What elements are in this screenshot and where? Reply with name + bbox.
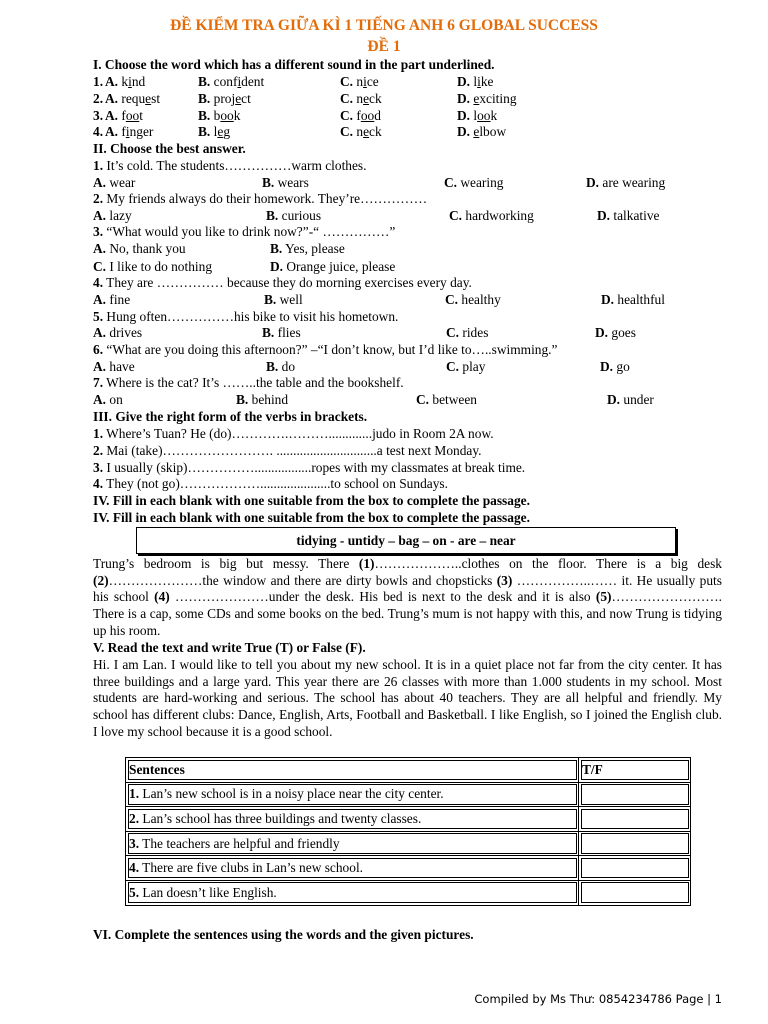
option-b (198, 108, 240, 124)
option-a (105, 108, 143, 124)
word-part: l (473, 107, 478, 123)
answer-letter: A. (93, 325, 107, 340)
answer-letter: A. (93, 175, 107, 190)
answer-text: wearing (457, 175, 504, 190)
section6-heading: VI. Complete the sentences using the words and the given pictures. (93, 927, 474, 942)
word-part: xciting (479, 90, 517, 106)
answer-letter: B. (266, 359, 279, 374)
option-letter: C. (340, 74, 357, 89)
question-text: They are …………… because they do morning exercises every day. (103, 275, 472, 290)
answer-letter: D. (600, 359, 614, 374)
exam-title: ĐỀ KIỂM TRA GIỮA KÌ 1 TIẾNG ANH 6 GLOBAL SUCCESS (170, 17, 598, 34)
word-part: nger (129, 124, 154, 140)
sentence-cell (126, 880, 579, 905)
answer-letter: A. (93, 392, 107, 407)
word-part: b (213, 107, 221, 123)
answer-d (597, 208, 659, 224)
word-part: t (139, 107, 143, 123)
option-letter: B. (198, 107, 214, 123)
tf-answer-cell[interactable] (579, 831, 691, 856)
table-row (126, 880, 691, 905)
answer-b (266, 359, 295, 375)
answer-b (262, 325, 301, 341)
sentence-cell (126, 831, 579, 856)
passage-text: ………………..clothes on the floor. There is a big desk (374, 556, 722, 571)
answer-b (266, 208, 321, 224)
question-q1 (93, 158, 367, 174)
option-number: 2. (93, 90, 104, 106)
exam-subtitle: ĐỀ 1 (367, 38, 401, 55)
word-part: ce (366, 74, 379, 89)
answer-text: drives (106, 325, 143, 340)
option-letter: A. (105, 90, 122, 106)
word-part: lbow (479, 124, 507, 140)
option-letter: A. (105, 124, 122, 140)
question-text: They (not go)……………….....................to school on Sundays. (103, 476, 448, 492)
word-part: dent (241, 74, 265, 89)
question-text: Hung often……………his bike to visit his hometown. (103, 309, 399, 324)
answer-d (601, 292, 665, 308)
option-b (198, 124, 230, 140)
option-d (457, 91, 517, 107)
answer-text: go (613, 359, 630, 374)
answer-text: on (106, 392, 123, 407)
question-number: 1. (93, 158, 104, 173)
option-letter: A. (105, 74, 122, 89)
underlined-sound: e (145, 90, 152, 106)
answer-a (93, 208, 132, 224)
answer-a (93, 241, 186, 257)
answer-letter: B. (270, 241, 283, 256)
word-part: proj (213, 90, 236, 106)
answer-letter: A. (93, 241, 107, 256)
answer-d (607, 392, 654, 408)
table-header-row (126, 758, 691, 783)
question-text: It’s cold. The students……………warm clothes. (103, 158, 367, 173)
answer-letter: A. (93, 208, 107, 223)
answer-text: flies (274, 325, 301, 340)
question-text: “What are you doing this afternoon?” –“I don’t know, but I’d like to…..swimming.” (103, 342, 558, 357)
question-number: 2. (93, 442, 104, 458)
sentence-number: 2. (129, 810, 140, 826)
word-part: f (121, 107, 126, 123)
answer-text: do (278, 359, 296, 374)
word-part: n (356, 90, 364, 106)
passage-text: …………………the window and there are dirty bowls and chopsticks (108, 572, 497, 588)
underlined-sound: oo (220, 107, 234, 123)
answer-text: behind (248, 392, 289, 407)
answer-letter: D. (270, 259, 284, 274)
underlined-sound: i (477, 74, 481, 89)
word-part: n (356, 124, 364, 140)
answer-text: between (429, 392, 477, 407)
verb-question (93, 443, 482, 459)
word-part: st (151, 90, 161, 106)
option-b (198, 74, 264, 90)
word-part: f (121, 124, 126, 140)
answer-c (445, 292, 501, 308)
question-q2 (93, 191, 427, 207)
answer-letter: B. (236, 392, 249, 407)
word-box: tidying - untidy – bag – on - are – near (136, 527, 676, 554)
question-number: 2. (93, 191, 104, 206)
answer-b (270, 241, 345, 257)
table-row (126, 807, 691, 832)
question-number: 4. (93, 476, 104, 492)
question-number: 4. (93, 275, 104, 290)
option-letter: D. (457, 90, 474, 106)
answer-text: Orange juice, please (283, 259, 396, 274)
underlined-sound: i (125, 124, 130, 140)
answer-text: healthful (614, 292, 665, 307)
question-number: 6. (93, 342, 104, 357)
answer-letter: B. (266, 208, 279, 223)
answer-letter: A. (93, 292, 107, 307)
answer-d (270, 259, 395, 275)
answer-text: hardworking (462, 208, 534, 223)
passage-text: …………………under the desk. His bed is next to the desk and it is also (169, 589, 596, 605)
word-part: l (213, 124, 218, 140)
word-part: ke (480, 74, 494, 89)
underlined-sound: i (237, 74, 242, 89)
option-c (340, 108, 381, 124)
sentence-text: The teachers are helpful and friendly (139, 835, 340, 851)
answer-letter: B. (262, 325, 275, 340)
tf-answer-cell[interactable] (579, 856, 691, 881)
sentence-cell (126, 856, 579, 881)
option-letter: B. (198, 90, 214, 106)
word-part: ct (241, 90, 251, 106)
section1-heading: I. Choose the word which has a different sound in the part underlined. (93, 57, 495, 72)
blank-number: (4) (154, 589, 170, 605)
answer-text: are wearing (599, 175, 666, 190)
answer-c (444, 175, 504, 191)
header-tf: T/F (579, 758, 691, 783)
option-number: 1. (93, 74, 104, 89)
word-part: k (490, 107, 498, 123)
answer-letter: D. (597, 208, 611, 223)
option-letter: D. (457, 124, 474, 140)
question-text: Mai (take)……………………. ..............................a test next Monday. (103, 442, 482, 458)
word-part: g (223, 124, 231, 140)
verb-question (93, 476, 448, 492)
option-a (105, 91, 160, 107)
answer-c (446, 325, 488, 341)
section5-passage: Hi. I am Lan. I would like to tell you about my new school. It is in a quiet place not far from the city center. It has three buildings and a large yard. This year there are 26 classes with more than 1.000 students in my school. Most students are hard-working and serious. The school has about 40 teachers. They are all helpful and friendly. My school has different clubs: Dance, English, Arts, Football and Basketball. I like English, so I joined the English club. I love my school because it is a good school. (93, 657, 722, 739)
question-number: 5. (93, 309, 104, 324)
answer-text: have (106, 359, 135, 374)
answer-text: wears (274, 175, 309, 190)
answer-text: goes (608, 325, 636, 340)
question-q4 (93, 275, 472, 291)
passage-text: ……………………. There is a cap, some CDs and some books on the bed. Trung’s mum is not happy with this, and now Trung is tidying up his room. (93, 589, 722, 638)
answer-d (586, 175, 665, 191)
option-c (340, 74, 379, 90)
table-row (126, 782, 691, 807)
option-letter: A. (105, 107, 122, 123)
option-d (457, 108, 497, 124)
word-part: k (233, 107, 241, 123)
word-part: n (356, 74, 364, 89)
option-letter: B. (198, 124, 214, 140)
underlined-sound: i (128, 74, 132, 89)
question-number: 1. (93, 426, 104, 441)
answer-a (93, 359, 135, 375)
answer-b (264, 292, 303, 308)
sentence-text: Lan’s school has three buildings and twenty classes. (139, 810, 422, 826)
answer-text: I like to do nothing (106, 259, 213, 274)
option-number: 3. (93, 107, 104, 123)
option-letter: D. (457, 107, 474, 123)
sentence-number: 5. (129, 884, 140, 900)
answer-letter: C. (93, 259, 107, 274)
answer-a (93, 175, 135, 191)
answer-text: No, thank you (106, 241, 186, 256)
sentence-cell (126, 782, 579, 807)
sentence-text: Lan doesn’t like English. (139, 884, 277, 900)
question-q5 (93, 309, 398, 325)
answer-text: rides (459, 325, 489, 340)
word-part: k (121, 74, 129, 89)
underlined-sound: e (473, 124, 480, 140)
option-letter: C. (340, 124, 357, 140)
answer-letter: B. (262, 175, 275, 190)
underlined-sound: e (217, 124, 224, 140)
answer-text: wear (106, 175, 136, 190)
blank-number: (5) (595, 589, 612, 605)
sentence-cell (126, 807, 579, 832)
answer-text: healthy (458, 292, 501, 307)
answer-c (449, 208, 534, 224)
answer-c (416, 392, 477, 408)
blank-number: (1) (358, 556, 375, 571)
tf-answer-cell[interactable] (579, 782, 691, 807)
question-q7 (93, 375, 404, 391)
word-part: ck (369, 90, 382, 106)
sentence-text: There are five clubs in Lan’s new school. (139, 860, 364, 876)
option-a (105, 124, 153, 140)
word-part: f (356, 107, 361, 123)
answer-text: Yes, please (282, 241, 345, 256)
answer-letter: A. (93, 359, 107, 374)
option-letter: C. (340, 107, 357, 123)
answer-letter: D. (601, 292, 615, 307)
sentence-number: 4. (129, 860, 140, 876)
option-d (457, 124, 506, 140)
underlined-sound: e (473, 90, 480, 106)
option-c (340, 124, 382, 140)
answer-letter: C. (445, 292, 459, 307)
word-part: nd (131, 74, 146, 89)
answer-c (446, 359, 485, 375)
option-letter: B. (198, 74, 214, 89)
answer-letter: C. (446, 359, 460, 374)
answer-a (93, 292, 130, 308)
question-number: 7. (93, 375, 104, 390)
option-a (105, 74, 145, 90)
option-letter: D. (457, 74, 474, 89)
answer-letter: D. (595, 325, 609, 340)
underlined-sound: oo (360, 107, 375, 123)
table-row (126, 831, 691, 856)
option-b (198, 91, 251, 107)
answer-text: under (620, 392, 654, 407)
section4-heading: IV. Fill in each blank with one suitable from the box to complete the passage. (93, 493, 530, 508)
option-number: 4. (93, 124, 104, 140)
underlined-sound: e (363, 90, 370, 106)
blank-number: (3) (496, 572, 513, 588)
answer-c (93, 259, 212, 275)
answer-letter: C. (446, 325, 460, 340)
section5-heading: V. Read the text and write True (T) or False (F). (93, 640, 366, 655)
word-part: requ (121, 90, 146, 106)
answer-letter: D. (607, 392, 621, 407)
question-q6 (93, 342, 557, 358)
answer-text: talkative (610, 208, 660, 223)
sentence-number: 3. (129, 835, 140, 851)
word-part: ck (369, 124, 382, 140)
section2-heading: II. Choose the best answer. (93, 141, 246, 156)
underlined-sound: i (363, 74, 367, 89)
question-text: Where is the cat? It’s ……..the table and the bookshelf. (103, 375, 404, 390)
answer-letter: D. (586, 175, 600, 190)
answer-letter: C. (444, 175, 458, 190)
answer-text: fine (106, 292, 131, 307)
table-row (126, 856, 691, 881)
section4-heading-repeat: IV. Fill in each blank with one suitable from the box to complete the passage. (93, 510, 530, 525)
word-part: d (374, 107, 381, 123)
answer-letter: C. (449, 208, 463, 223)
underlined-sound: e (363, 124, 370, 140)
question-number: 3. (93, 224, 104, 239)
section3-heading: III. Give the right form of the verbs in brackets. (93, 409, 368, 424)
option-d (457, 74, 493, 90)
blank-number: (2) (93, 572, 109, 588)
section4-passage (93, 556, 722, 640)
question-text: I usually (skip)…………….................ropes with my classmates at break time. (103, 459, 526, 475)
answer-letter: C. (416, 392, 430, 407)
answer-text: lazy (106, 208, 132, 223)
option-c (340, 91, 382, 107)
sentence-number: 1. (129, 786, 140, 802)
answer-b (262, 175, 309, 191)
word-part: conf (213, 74, 238, 89)
true-false-table (125, 757, 691, 906)
underlined-sound: oo (477, 107, 491, 123)
answer-d (600, 359, 630, 375)
word-part: l (473, 74, 478, 89)
answer-a (93, 392, 123, 408)
verb-question (93, 426, 494, 442)
option-letter: C. (340, 90, 357, 106)
question-q3 (93, 224, 395, 240)
answer-text: play (459, 359, 486, 374)
sentence-text: Lan’s new school is in a noisy place near the city center. (139, 786, 444, 802)
underlined-sound: oo (125, 107, 140, 123)
tf-answer-cell[interactable] (579, 807, 691, 832)
answer-letter: B. (264, 292, 277, 307)
answer-text: curious (278, 208, 322, 223)
page-footer: Compiled by Ms Thư: 0854234786 Page | 1 (474, 992, 722, 1006)
question-text: Where’s Tuan? He (do)………….……….............judo in Room 2A now. (103, 426, 494, 441)
answer-a (93, 325, 142, 341)
answer-b (236, 392, 288, 408)
verb-question (93, 460, 525, 476)
question-text: “What would you like to drink now?”-“ ……………” (103, 224, 396, 239)
passage-text: ……………..…… it. He usually puts his school (93, 572, 722, 605)
tf-answer-cell[interactable] (579, 880, 691, 905)
question-number: 3. (93, 459, 104, 475)
passage-text: Trung’s bedroom is big but messy. There (93, 556, 359, 571)
underlined-sound: e (235, 90, 242, 106)
question-text: My friends always do their homework. They’re…………… (103, 191, 428, 206)
header-sentences: Sentences (126, 758, 579, 783)
answer-d (595, 325, 636, 341)
answer-text: well (276, 292, 303, 307)
